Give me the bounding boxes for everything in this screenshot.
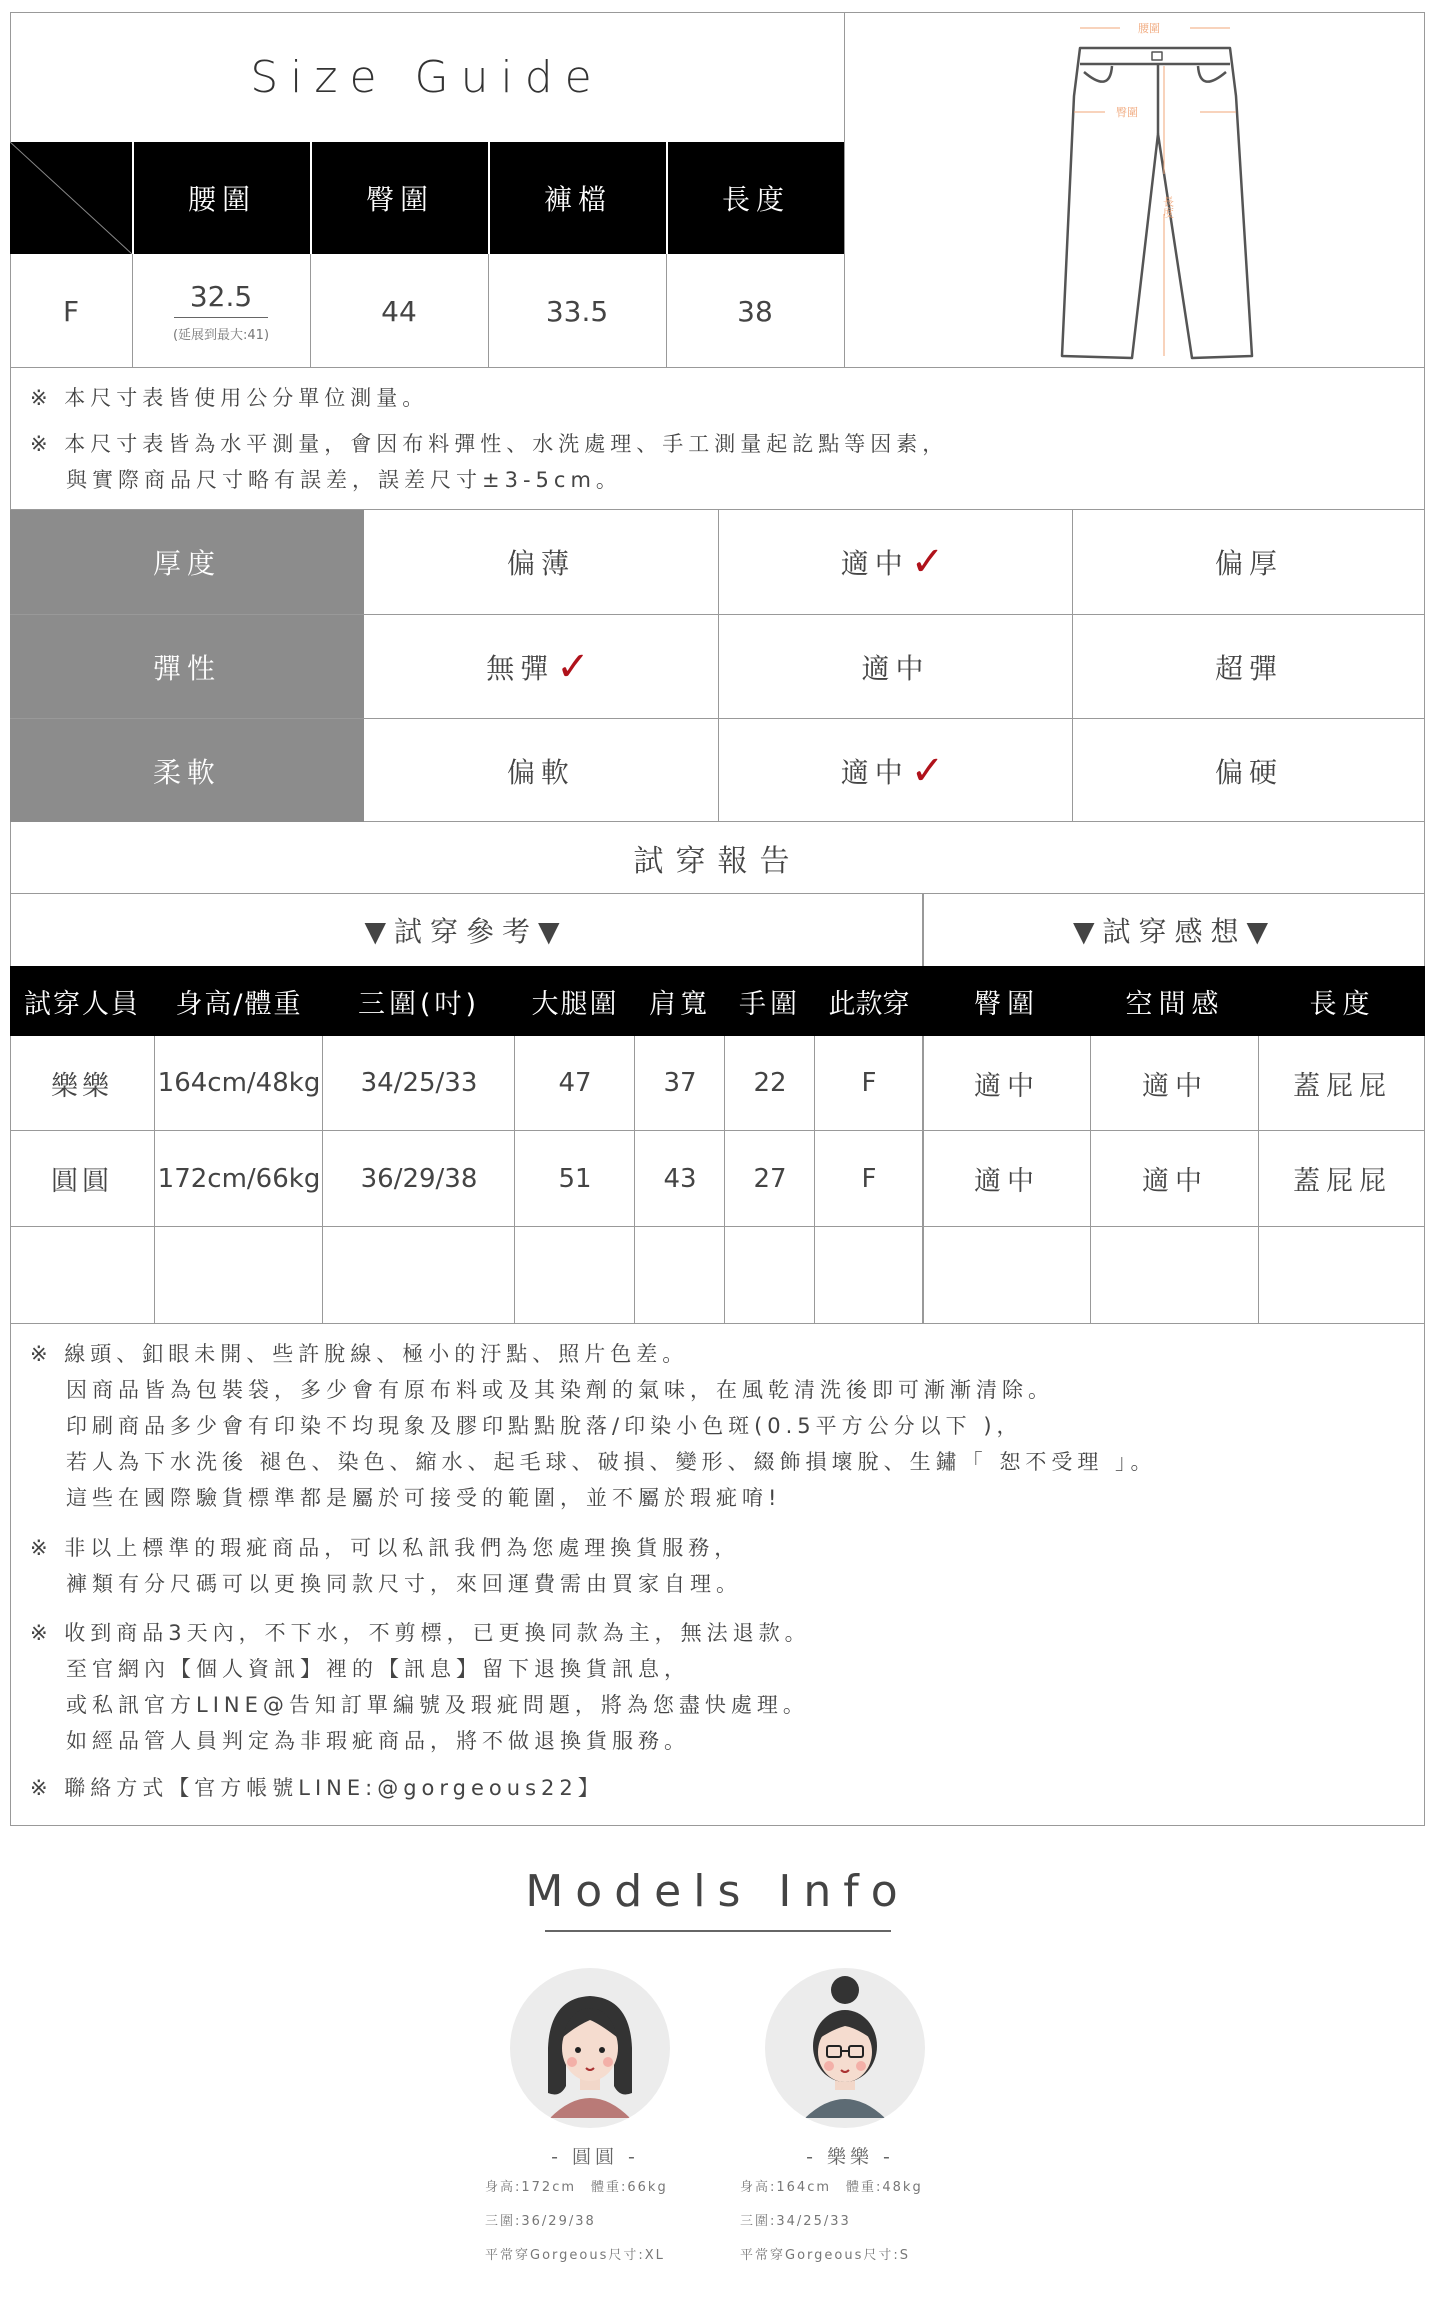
model-stats: 身高:172cm 體重:66kg	[485, 2180, 668, 2195]
note-top-3: 與實際商品尺寸略有誤差，誤差尺寸±3-5cm。	[66, 468, 622, 492]
note-top-1: ※ 本尺寸表皆使用公分單位測量。	[30, 386, 429, 410]
table-row: 樂樂	[51, 1070, 113, 1102]
waist-value: 32.5	[174, 280, 268, 318]
diagram-label-waist: 腰圍	[1138, 22, 1160, 35]
model-card	[735, 1960, 965, 2263]
try-on-title: 試穿報告	[10, 822, 1425, 894]
size-header-waist: 腰圍	[132, 142, 310, 254]
th-arm: 手圍	[726, 966, 814, 1036]
try-on-ref-title: ▼試穿參考▼	[364, 915, 568, 948]
fabric-label-softness: 柔軟	[10, 719, 364, 822]
check-icon: ✓	[910, 539, 951, 585]
fabric-softness-opt-3: 偏硬	[1072, 719, 1425, 822]
fabric-softness-opt-1: 偏軟	[506, 755, 575, 789]
size-header-crotch: 褲檔	[488, 142, 666, 254]
model-stats: 身高:164cm 體重:48kg	[740, 2180, 923, 2195]
fabric-elasticity-opt-2: 適中	[718, 615, 1072, 718]
size-header-corner	[10, 142, 132, 254]
check-icon: ✓	[910, 747, 951, 794]
models-title: Models Info	[525, 1865, 910, 1917]
model-name: - 樂樂 -	[806, 2145, 894, 2168]
girl-bun-hair-avatar-icon	[765, 1968, 925, 2128]
fabric-label-thickness: 厚度	[10, 510, 364, 614]
note-bottom-10: 或私訊官方LINE@告知訂單編號及瑕疵問題，將為您盡快處理。	[66, 1693, 809, 1717]
fabric-elasticity-opt-1: 無彈 ✓	[486, 643, 596, 690]
size-guide-title: Size Guide	[250, 51, 604, 103]
th-height-weight: 身高/體重	[156, 966, 322, 1036]
pants-icon	[1040, 16, 1280, 366]
note-bottom-6: ※ 非以上標準的瑕疵商品，可以私訊我們為您處理換貨服務，	[30, 1536, 741, 1560]
girl-long-hair-avatar-icon	[510, 1968, 670, 2128]
model-card	[480, 1960, 710, 2263]
size-cell-size: F	[62, 294, 80, 328]
fabric-elasticity-opt-3: 超彈	[1072, 615, 1425, 718]
th-hip: 臀圍	[924, 966, 1090, 1036]
note-bottom-2: 因商品皆為包裝袋，多少會有原布料或及其染劑的氣味，在風乾清洗後即可漸漸清除。	[66, 1378, 1054, 1402]
model-usual-size: 平常穿Gorgeous尺寸:S	[740, 2248, 910, 2263]
th-length: 長度	[1260, 966, 1425, 1036]
size-guide-divider	[844, 12, 845, 368]
model-name: - 圓圓 -	[551, 2145, 639, 2168]
diagonal-line	[10, 142, 132, 254]
note-bottom-12: ※ 聯絡方式【官方帳號LINE:@gorgeous22】	[30, 1776, 604, 1800]
note-bottom-3: 印刷商品多少會有印染不均現象及膠印點點脫落/印染小色斑(0.5平方公分以下 )，	[66, 1414, 1023, 1438]
size-cell-crotch: 33.5	[545, 294, 609, 328]
th-tester: 試穿人員	[10, 966, 154, 1036]
th-thigh: 大腿圍	[516, 966, 634, 1036]
size-cell-length: 38	[737, 294, 773, 328]
note-top-2: ※ 本尺寸表皆為水平測量，會因布料彈性、水洗處理、手工測量起訖點等因素，	[30, 432, 949, 456]
size-header-length: 長度	[666, 142, 844, 254]
fabric-label-elasticity: 彈性	[10, 615, 364, 718]
fabric-thickness-opt-2: 適中 ✓	[718, 510, 1072, 614]
model-usual-size: 平常穿Gorgeous尺寸:XL	[485, 2248, 665, 2263]
avatar	[765, 1968, 925, 2128]
size-cell-waist	[132, 254, 310, 368]
avatar	[510, 1968, 670, 2128]
try-on-feel-title: ▼試穿感想▼	[1072, 915, 1277, 948]
size-header-hip: 臀圍	[310, 142, 488, 254]
size-cell-hip: 44	[381, 294, 417, 328]
diagram-label-length: 長度	[1161, 196, 1175, 218]
pants-diagram	[1040, 16, 1280, 366]
fabric-thickness-opt-3: 偏厚	[1072, 510, 1425, 614]
table-row: 圓圓	[51, 1166, 113, 1197]
note-bottom-7: 褲類有分尺碼可以更換同款尺寸，來回運費需由買家自理。	[66, 1572, 742, 1596]
waist-note: (延展到最大:41)	[172, 327, 270, 343]
th-measurements: 三圍(吋)	[324, 966, 514, 1036]
diagram-label-hip: 臀圍	[1116, 106, 1138, 119]
model-measurements: 三圍:34/25/33	[740, 2214, 851, 2229]
fabric-softness-opt-2: 適中 ✓	[718, 719, 1072, 822]
models-title-underline	[545, 1930, 891, 1932]
note-bottom-9: 至官網內【個人資訊】裡的【訊息】留下退換貨訊息，	[66, 1657, 690, 1681]
th-space: 空間感	[1092, 966, 1258, 1036]
note-bottom-11: 如經品管人員判定為非瑕疵商品，將不做退換貨服務。	[66, 1729, 690, 1753]
th-shoulder: 肩寬	[636, 966, 724, 1036]
fabric-thickness-opt-1: 偏薄	[506, 547, 575, 580]
note-bottom-5: 這些在國際驗貨標準都是屬於可接受的範圍，並不屬於瑕疵唷!	[66, 1486, 782, 1510]
note-bottom-4: 若人為下水洗後 褪色、染色、縮水、起毛球、破損、變形、綴飾損壞脫、生鏽「 恕不受理 」。	[66, 1450, 1157, 1474]
note-bottom-1: ※ 線頭、釦眼未開、些許脫線、極小的汙點、照片色差。	[30, 1342, 689, 1366]
note-bottom-8: ※ 收到商品3天內，不下水，不剪標，已更換同款為主，無法退款。	[30, 1621, 811, 1645]
check-icon: ✓	[556, 643, 596, 690]
th-size-worn: 此款穿	[816, 966, 922, 1036]
model-measurements: 三圍:36/29/38	[485, 2214, 596, 2229]
